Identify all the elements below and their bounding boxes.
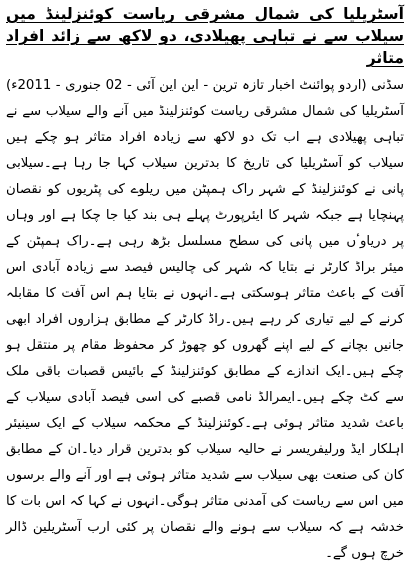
article-body: سڈنی (اردو پوائنٹ اخبار تازہ ترین - این این آئی - 02 جنوری - 2011ء) آسٹریلیا کی شمال مشرقی ریاست کوئنزلینڈ میں آنے والے سیلاب سے نے تباہی پھیلادی ہے اب تک دو لاکھ سے زیادہ افراد متاثر ہو چکے ہیں سیلاب کو آسٹریلیا کی تاریخ کا بدترین سیلاب کہا جا رہا ہے۔سیلابی پانی نے کوئنزلینڈ کے شہر راک ہمپٹن میں ریلوے کی پٹریوں کو نقصان پہنچایا ہے جبکہ شہر کا ایئرپورٹ پہلے ہی بند کیا جا چکا ہے اور وہاں پر دریاوٴں میں پانی کی سطح مسلسل بڑھ رہی ہے۔راک ہمپٹن کے میئر براڈ کارٹر نے بتایا کہ شہر کی چالیس فیصد سے زیادہ آبادی اس آفت کے باعث متاثر ہوسکتی ہے۔انہوں نے بتایا ہم اس آفت کا مقابلہ کرنے کے لیے تیاری کر رہے ہیں۔راڈ کارٹر کے مطابق ہزاروں افراد ابھی جانیں بچانے کے لیے اپنے گھروں کو چھوڑ کر محفوظ مقام پر منتقل ہو چکے ہیں۔ایک اندازے کے مطابق کوئنزلینڈ کے بائیس قصبات باقی ملک سے کٹ چکے ہیں۔ایمرالڈ نامی قصبے کی اسی فیصد آبادی سیلاب کے باعث شدید متاثر ہوئی ہے۔کوئنزلینڈ کے محکمہ سیلاب کے ایک سینیئر اہلکار ایڈ ورلیفریسر نے حالیہ سیلاب کو بدترین قرار دیا۔ان کے مطابق کان کی صنعت بھی سیلاب سے شدید متاثر ہوئی ہے اور آنے والے برسوں میں اس سے ریاست کی آمدنی متاثر ہوگی۔انہوں نے کہا کہ اس بات کا خدشہ ہے کہ سیلاب سے ہونے والے نقصان پر کئی ارب آسٹریلین ڈالر خرچ ہوں گے۔ xyxy=(6,78,404,561)
article-headline: آسٹریلیا کی شمال مشرقی ریاست کوئنزلینڈ میں سیلاب سے نے تباہی پھیلادی، دو لاکھ سے زائد افراد متاثر xyxy=(6,5,404,67)
